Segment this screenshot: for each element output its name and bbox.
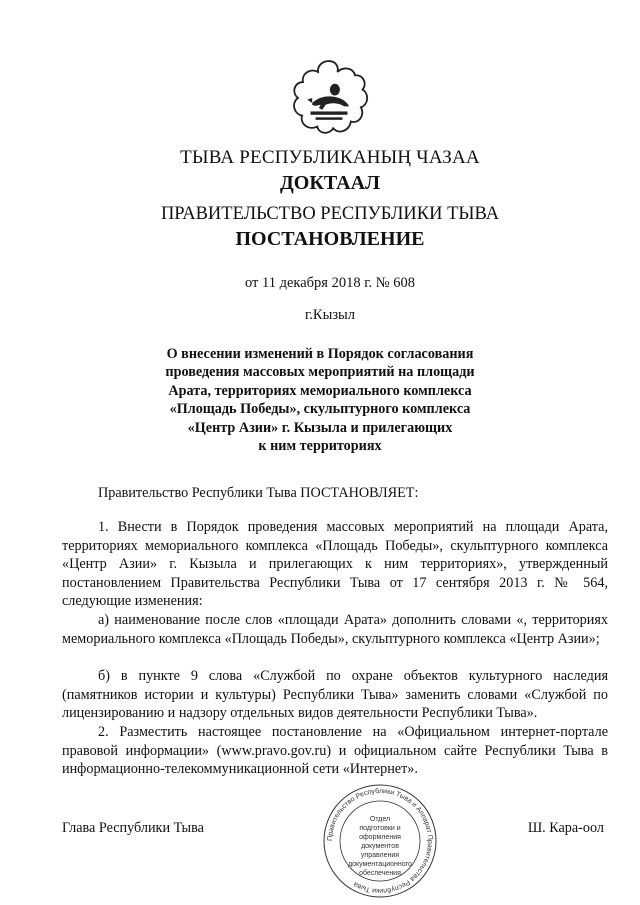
title-line: «Площадь Победы», скульптурного комплекса bbox=[169, 401, 471, 418]
date-number: от 11 декабря 2018 г. № 608 bbox=[245, 275, 415, 291]
title-line: О внесении изменений в Порядок согласования bbox=[166, 346, 474, 362]
stamp-line: управления bbox=[360, 852, 400, 859]
tuva-government-name: ТЫВА РЕСПУБЛИКАНЫҢ ЧАЗАА bbox=[180, 147, 480, 168]
title-line: к ним территориях bbox=[258, 438, 382, 455]
city: г.Кызыл bbox=[304, 307, 356, 323]
stamp-center-text bbox=[345, 815, 415, 878]
stamp-line: подготовки и bbox=[359, 825, 401, 832]
title-line: проведения массовых мероприятий на площади bbox=[165, 364, 475, 381]
stamp-line: обеспечения bbox=[359, 870, 401, 877]
tuva-coat-of-arms-icon bbox=[287, 56, 371, 140]
stamp-line: документационного bbox=[348, 861, 412, 868]
russian-doc-type: ПОСТАНОВЛЕНИЕ bbox=[235, 228, 425, 250]
stamp-line: оформления документов bbox=[359, 834, 401, 850]
paragraph-1a: а) наименование после слов «площади Арата» дополнить словами «, территориях мемориального комплекса «Площадь Победы», скульптурного комплекса «Центр Азии»; bbox=[62, 612, 608, 647]
title-line: «Центр Азии» г. Кызыла и прилегающих bbox=[187, 419, 453, 436]
paragraph-2: 2. Разместить настоящее постановление на «Официальном интернет-портале правовой информации» (www.pravo.gov.ru) и официальном сайте Республики Тыва в информационно-телекоммуникационной сети «Интернет». bbox=[62, 724, 608, 777]
tuva-doc-type: ДОКТААЛ bbox=[280, 172, 380, 194]
russian-government-name: ПРАВИТЕЛЬСТВО РЕСПУБЛИКИ ТЫВА bbox=[160, 204, 500, 224]
stamp-line: Отдел bbox=[369, 816, 391, 823]
title-line: Арата, территориях мемориального комплекса bbox=[168, 382, 472, 399]
signatory-name: Ш. Кара-оол bbox=[527, 820, 604, 836]
document-title bbox=[150, 345, 490, 455]
preamble: Правительство Республики Тыва ПОСТАНОВЛЯЕТ: bbox=[98, 485, 419, 501]
signatory-position: Глава Республики Тыва bbox=[62, 820, 204, 836]
stamp-ring-text: Правительство Республики Тыва и Аппарат Правительства Республики Тыва bbox=[326, 787, 434, 895]
paragraph-1: 1. Внести в Порядок проведения массовых мероприятий на площади Арата, территориях мемориального комплекса «Площадь Победы», скульптурного комплекса «Центр Азии» г. Кызыла и прилегающих к ним территориях», утвержденный постановлением Правительства Республики Тыва от 17 сентября 2013 г. № 564, следующие изменения: bbox=[62, 519, 608, 609]
paragraph-1b: б) в пункте 9 слова «Службой по охране объектов культурного наследия (памятников истории и культуры) Республики Тыва» заменить словами «Службой по лицензированию и надзору отдельных видов деятельности Республики Тыва». bbox=[62, 668, 608, 721]
